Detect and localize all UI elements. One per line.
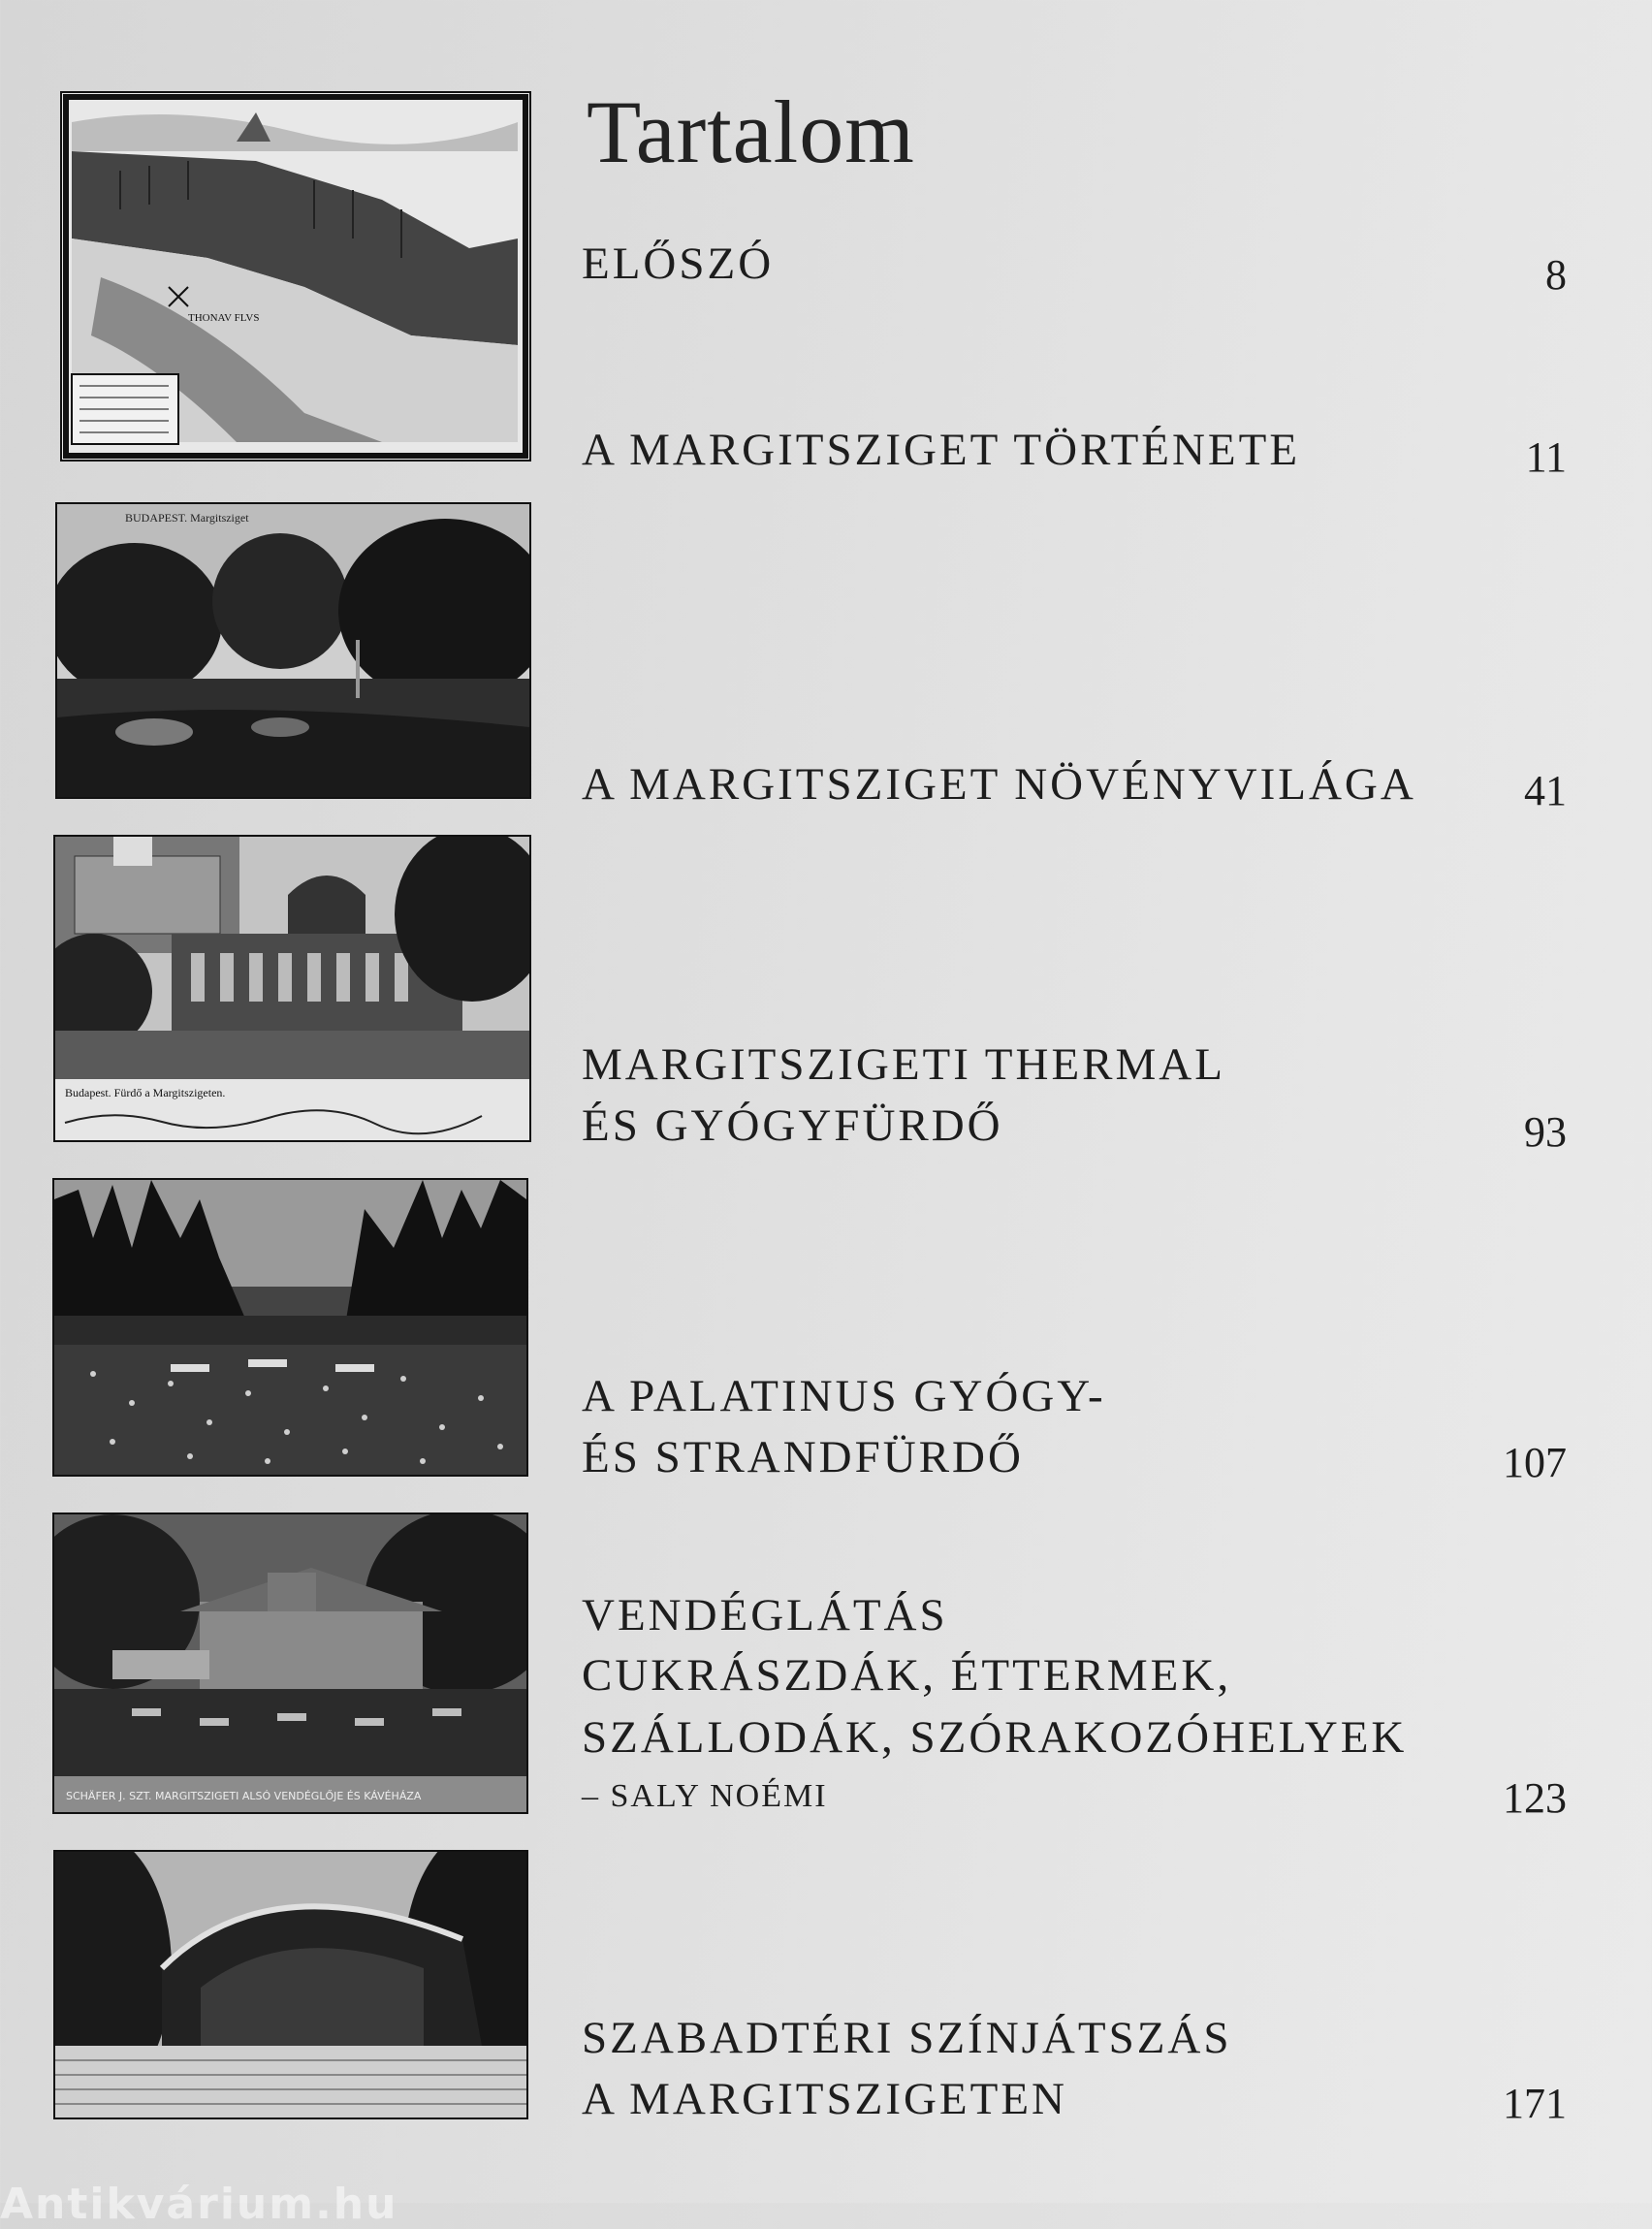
toc-page-novenyvilaga: 41	[1524, 767, 1567, 814]
toc-entry-novenyvilaga: A MARGITSZIGET NÖVÉNYVILÁGA	[582, 759, 1416, 810]
toc-entry-vendeglatas-line1: VENDÉGLÁTÁS	[582, 1590, 948, 1640]
bath-caption: Budapest. Fürdő a Margitszigeten.	[65, 1086, 226, 1099]
toc-page-szabadteri: 171	[1503, 2080, 1567, 2127]
toc-entry-szabadteri-line2: A MARGITSZIGETEN	[582, 2074, 1067, 2124]
toc-entry-szabadteri-line1: SZABADTÉRI SZÍNJÁTSZÁS	[582, 2013, 1232, 2063]
toc-page-vendeglatas: 123	[1503, 1774, 1567, 1822]
thumbnail-city-map	[60, 91, 531, 462]
toc-page-thermal: 93	[1524, 1108, 1567, 1156]
toc-page-palatinus: 107	[1503, 1439, 1567, 1486]
thumbnail-open-air-stage	[53, 1850, 528, 2119]
toc-page-eloszo: 8	[1545, 251, 1567, 299]
toc-entry-palatinus-line1: A PALATINUS GYÓGY-	[582, 1371, 1106, 1421]
thumbnail-park	[55, 502, 531, 799]
thumbnail-bath-building	[53, 835, 531, 1142]
thumbnail-restaurant	[52, 1513, 528, 1814]
map-caption: THONAV FLVS	[188, 312, 260, 324]
restaurant-caption: SCHÄFER J. SZT. MARGITSZIGETI ALSÓ VENDÉGLŐJE ÉS KÁVÉHÁZA	[66, 1790, 422, 1802]
toc-entry-thermal-line1: MARGITSZIGETI THERMAL	[582, 1039, 1225, 1090]
page-title: Tartalom	[587, 82, 915, 181]
watermark-text: Antikvárium.hu	[0, 2180, 398, 2229]
toc-entry-vendeglatas-line2: CUKRÁSZDÁK, ÉTTERMEK,	[582, 1650, 1232, 1701]
toc-entry-vendeglatas-line3: SZÁLLODÁK, SZÓRAKOZÓHELYEK	[582, 1712, 1408, 1763]
park-caption: BUDAPEST. Margitsziget	[125, 511, 249, 525]
toc-page-tortenete: 11	[1525, 433, 1567, 481]
toc-entry-thermal-line2: ÉS GYÓGYFÜRDŐ	[582, 1100, 1003, 1151]
toc-entry-eloszo: ELŐSZÓ	[582, 239, 775, 289]
toc-entry-vendeglatas-author: – SALY NOÉMI	[582, 1778, 828, 1814]
thumbnail-swimming-pool	[52, 1178, 528, 1477]
toc-entry-palatinus-line2: ÉS STRANDFÜRDŐ	[582, 1432, 1024, 1482]
toc-entry-tortenete: A MARGITSZIGET TÖRTÉNETE	[582, 425, 1301, 475]
